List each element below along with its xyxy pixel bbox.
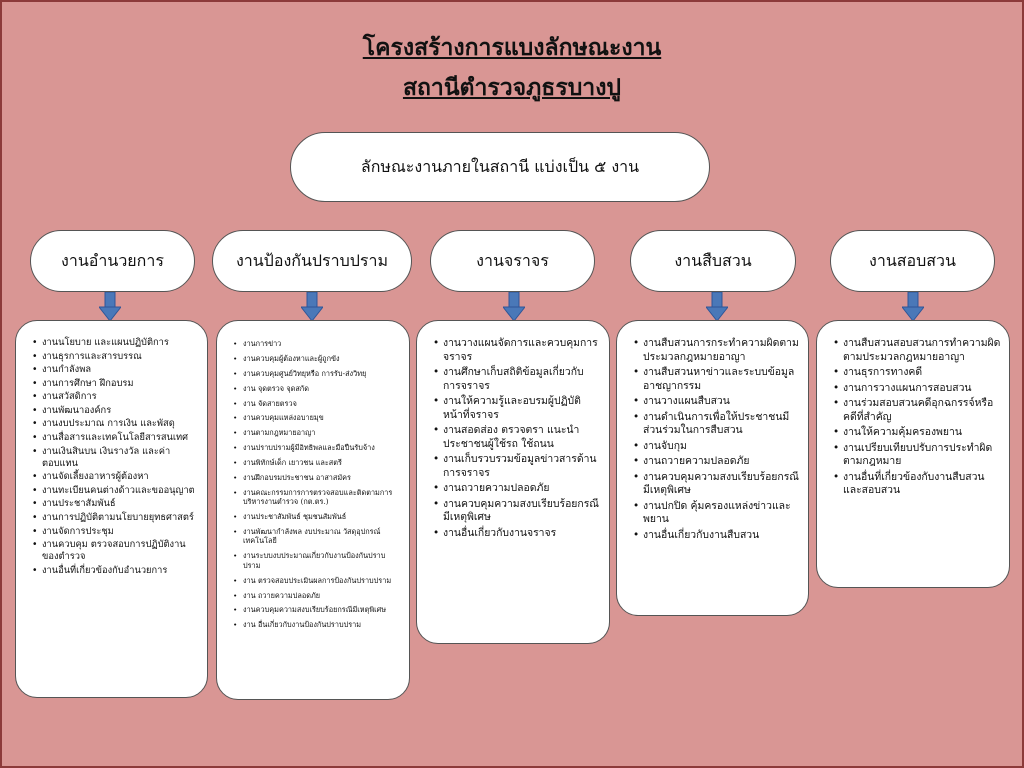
header-prevention-label: งานป้องกันปราบปราม [235, 250, 389, 270]
down-arrow-icon [706, 292, 728, 322]
down-arrow-icon [902, 292, 924, 322]
list-item: • งานฝึกอบรมประชาชน อาสาสมัคร [233, 473, 401, 482]
list-inquiry [816, 320, 1010, 588]
list-item: • งานดำเนินการเพื่อให้ประชาชนมีส่วนร่วมในการสืบสวน [633, 411, 800, 438]
header-inquiry-label: งานสอบสวน [869, 250, 956, 270]
list-item: • งานศึกษาเก็บสถิติข้อมูลเกี่ยวกับการจราจร [433, 366, 601, 393]
down-arrow-icon [503, 292, 525, 322]
list-traffic [416, 320, 610, 644]
list-item: • งานควบคุมศูนย์วิทยุหรือ การรับ-ส่งวิทยุ [233, 369, 401, 378]
header-inquiry [830, 230, 995, 292]
list-admin [15, 320, 208, 698]
list-prevention-items [233, 339, 401, 630]
list-investigation [616, 320, 809, 616]
list-item: • งานธุรการและสารบรรณ [32, 351, 199, 363]
list-item: • งานสืบสวนสอบสวนการทำความผิดตามประมวลกฎหมายอาญา [833, 337, 1001, 364]
list-item: • งานคณะกรรมการการตรวจสอบและติดตามการบริหารงานตำรวจ (กต.ตร.) [233, 488, 401, 507]
list-item: • งานการข่าว [233, 339, 401, 348]
list-item: • งานร่วมสอบสวนคดีอุกฉกรรจ์หรือคดีที่สำคัญ [833, 397, 1001, 424]
list-item: • งานพัฒนากำลังพล งบประมาณ วัสดุอุปกรณ์ เทคโนโลยี [233, 527, 401, 546]
down-arrow-icon [301, 292, 323, 322]
list-item: • งานอื่นเกี่ยวกับงานจราจร [433, 527, 601, 541]
header-investigation [630, 230, 796, 292]
list-item: • งานงบประมาณ การเงิน และพัสดุ [32, 418, 199, 430]
list-item: • งานสืบสวนการกระทำความผิดตามประมวลกฎหมายอาญา [633, 337, 800, 364]
list-item: • งานเงินสินบน เงินรางวัล และค่าตอบแทน [32, 446, 199, 470]
list-item: • งานเปรียบเทียบปรับการประทำผิด ตามกฎหมาย [833, 442, 1001, 469]
list-item: • งานสวัสดิการ [32, 391, 199, 403]
list-item: • งานธุรการทางคดี [833, 366, 1001, 380]
header-traffic-label: งานจราจร [476, 250, 549, 270]
list-item: • งานการศึกษา ฝึกอบรม [32, 378, 199, 390]
list-item: • งานถวายความปลอดภัย [633, 455, 800, 469]
root-node-label: ลักษณะงานภายในสถานี แบ่งเป็น ๕ งาน [360, 156, 640, 176]
list-item: • งานทะเบียนคนต่างด้าวและขออนุญาต [32, 485, 199, 497]
root-node [290, 132, 710, 202]
list-item: • งาน จัดสายตรวจ [233, 399, 401, 408]
list-prevention [216, 320, 410, 700]
list-item: • งานให้ความคุ้มครองพยาน [833, 426, 1001, 440]
list-item: • งานพิทักษ์เด็ก เยาวชน และสตรี [233, 458, 401, 467]
list-item: • งานสืบสวนหาข่าวและระบบข้อมูลอาชญากรรม [633, 366, 800, 393]
list-item: • งานให้ความรู้และอบรมผู้ปฏิบัติหน้าที่จราจร [433, 395, 601, 422]
chart-title: โครงสร้างการแบงลักษณะงาน [362, 35, 662, 61]
list-item: • งานควบคุมความสงบเรียบร้อยกรณีมีเหตุพิเศษ [233, 605, 401, 614]
list-item: • งานถวายความปลอดภัย [433, 482, 601, 496]
list-admin-items [32, 337, 199, 577]
list-item: • งานพัฒนาองค์กร [32, 405, 199, 417]
list-item: • งานควบคุมความสงบเรียบร้อยกรณีมีเหตุพิเศษ [633, 471, 800, 498]
header-investigation-label: งานสืบสวน [674, 250, 752, 270]
list-item: • งานจัดเลี้ยงอาหารผู้ต้องหา [32, 471, 199, 483]
list-item: • งานอื่นที่เกี่ยวข้องกับงานสืบสวนและสอบสวน [833, 471, 1001, 498]
list-item: • งาน จุดตรวจ จุดสกัด [233, 384, 401, 393]
down-arrow-icon [99, 292, 121, 322]
list-item: • งานปราบปรามผู้มีอิทธิพลและมือปืนรับจ้าง [233, 443, 401, 452]
list-item: • งานกำลังพล [32, 364, 199, 376]
header-prevention [212, 230, 412, 292]
list-item: • งานประชาสัมพันธ์ ชุมชนสัมพันธ์ [233, 512, 401, 521]
chart-subtitle: สถานีตำรวจภูธรบางปู [402, 75, 622, 101]
list-item: • งานสื่อสารและเทคโนโลยีสารสนเทศ [32, 432, 199, 444]
list-item: • งานวางแผนสืบสวน [633, 395, 800, 409]
list-item: • งานควบคุมแหล่งอบายมุข [233, 413, 401, 422]
list-item: • งาน ถวายความปลอดภัย [233, 591, 401, 600]
list-item: • งาน ตรวจสอบประเมินผลการป้องกันปราบปราม [233, 576, 401, 585]
list-item: • งานจับกุม [633, 440, 800, 454]
list-item: • งานควบคุมผู้ต้องหาและผู้ถูกขัง [233, 354, 401, 363]
list-item: • งานการวางแผนการสอบสวน [833, 382, 1001, 396]
header-admin-label: งานอำนวยการ [61, 250, 164, 270]
list-item: • งานสอดส่อง ตรวจตรา แนะนำประชาชนผู้ใช้รถ ใช้ถนน [433, 424, 601, 451]
list-item: • งานตามกฎหมายอาญา [233, 428, 401, 437]
list-item: • งาน อื่นเกี่ยวกับงานป้องกันปราบปราม [233, 620, 401, 629]
list-item: • งานประชาสัมพันธ์ [32, 498, 199, 510]
list-item: • งานจัดการประชุม [32, 526, 199, 538]
list-item: • งานการปฏิบัติตามนโยบายยุทธศาสตร์ [32, 512, 199, 524]
list-traffic-items [433, 337, 601, 540]
list-investigation-items [633, 337, 800, 542]
list-item: • งานควบคุมความสงบเรียบร้อยกรณีมีเหตุพิเศษ [433, 498, 601, 525]
list-item: • งานควบคุม ตรวจสอบการปฏิบัติงานของตำรวจ [32, 539, 199, 563]
list-item: • งานเก็บรวบรวมข้อมูลข่าวสารด้านการจราจร [433, 453, 601, 480]
list-item: • งานนโยบาย และแผนปฏิบัติการ [32, 337, 199, 349]
list-item: • งานอื่นเกี่ยวกับงานสืบสวน [633, 529, 800, 543]
list-inquiry-items [833, 337, 1001, 498]
header-traffic [430, 230, 595, 292]
header-admin [30, 230, 195, 292]
list-item: • งานระบบงบประมาณเกี่ยวกับงานป้องกันปราบปราม [233, 551, 401, 570]
list-item: • งานอื่นที่เกี่ยวข้องกับอำนวยการ [32, 565, 199, 577]
list-item: • งานวางแผนจัดการและควบคุมการจราจร [433, 337, 601, 364]
list-item: • งานปกปิด คุ้มครองแหล่งข่าวและพยาน [633, 500, 800, 527]
